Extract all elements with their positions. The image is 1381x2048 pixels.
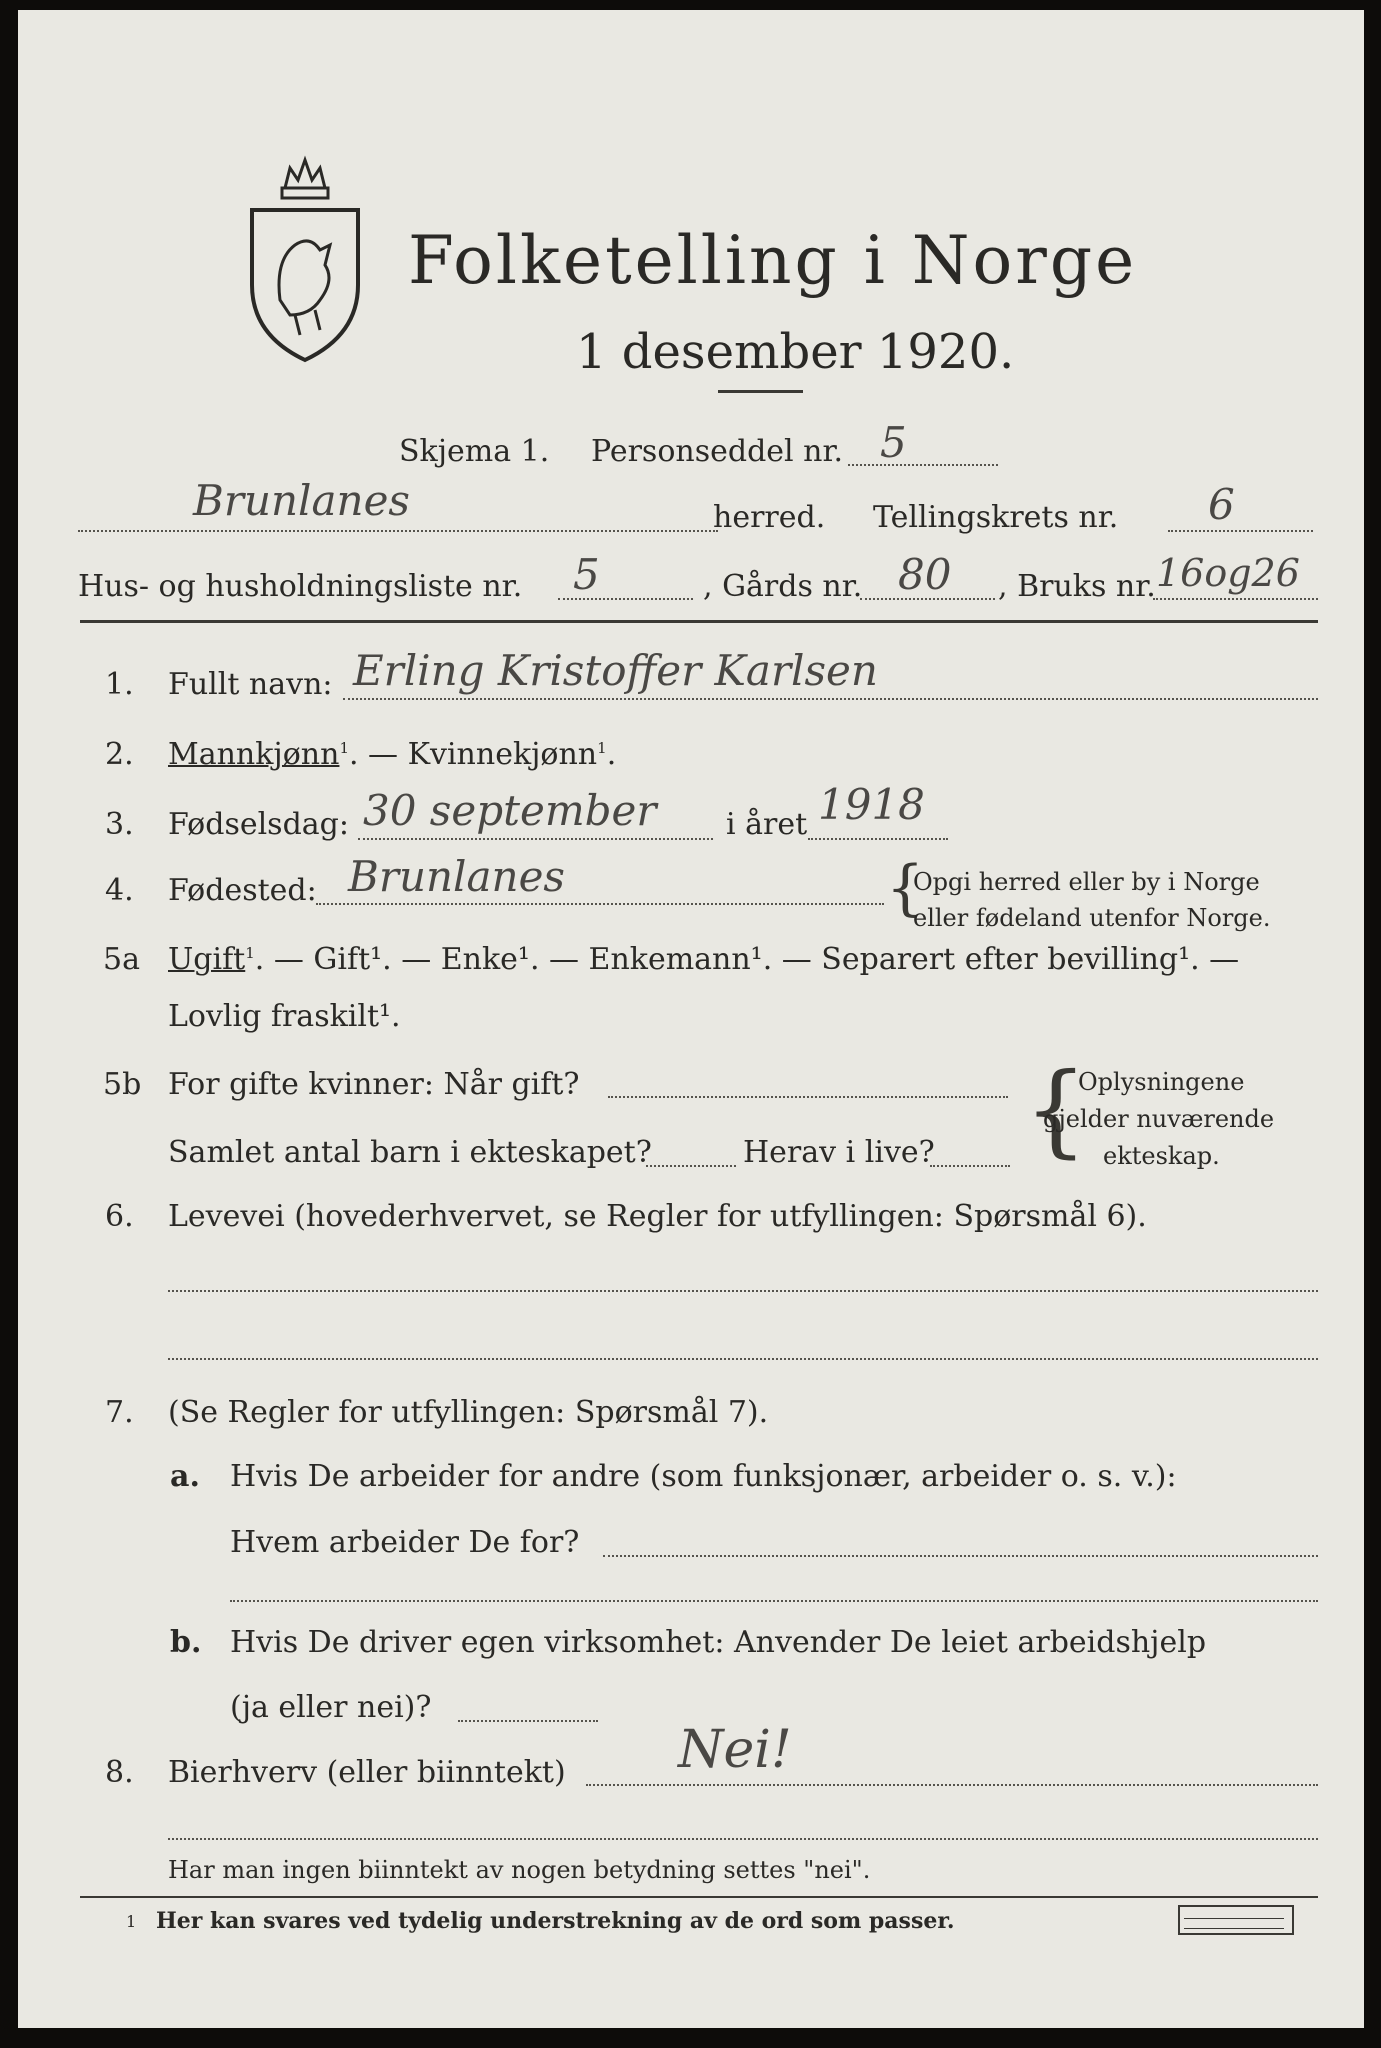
q2-separator: . — — [348, 737, 408, 772]
herred-value: Brunlanes — [193, 476, 410, 525]
q5b-note-line1: Oplysningene — [1078, 1068, 1245, 1096]
footnote-text: Her kan svares ved tydelig understrekning av de ord som passer. — [156, 1908, 955, 1934]
husholdningsliste-value: 5 — [573, 550, 600, 599]
footnote-number: 1 — [126, 1912, 137, 1931]
q5b-brace: { — [1024, 1051, 1088, 1168]
q4-value: Brunlanes — [348, 852, 565, 901]
q8-number: 8. — [105, 1755, 134, 1790]
footnote-rule — [80, 1896, 1318, 1898]
norway-coat-of-arms-icon — [240, 150, 370, 365]
husholdningsliste-label: Hus- og husholdningsliste nr. — [78, 569, 523, 604]
q3-year-label: i året — [726, 807, 808, 842]
q7a-line2 — [230, 1600, 1318, 1602]
bruks-line — [1153, 598, 1318, 600]
q5b-children-label: Samlet antal barn i ekteskapet? — [168, 1135, 652, 1170]
q5b-note-line2: gjelder nuværende — [1043, 1105, 1275, 1133]
q5b-alive-label: Herav i live? — [743, 1135, 935, 1170]
q5a-number: 5a — [103, 942, 140, 977]
q5b-married-label: For gifte kvinner: Når gift? — [168, 1067, 580, 1102]
tellingskrets-label: Tellingskrets nr. — [873, 500, 1119, 535]
q1-line — [343, 698, 1318, 700]
q6-line1 — [168, 1290, 1318, 1292]
title-divider — [718, 390, 803, 393]
bruks-value: 16og26 — [1156, 551, 1300, 595]
form-title: Folketelling i Norge — [408, 222, 1138, 299]
q7a-letter: a. — [170, 1459, 200, 1494]
tellingskrets-line — [1168, 530, 1313, 532]
q2-female-option: Kvinnekjønn — [407, 737, 598, 772]
q4-label: Fødested: — [168, 873, 317, 908]
q2-male-option: Mannkjønn — [168, 737, 340, 772]
q8-value: Nei! — [678, 1720, 792, 1780]
q4-note-line2: eller fødeland utenfor Norge. — [913, 904, 1271, 932]
q7b-text: Hvis De driver egen virksomhet: Anvender De leiet arbeidshjelp — [230, 1625, 1207, 1660]
bruks-label: , Bruks nr. — [998, 569, 1156, 604]
q5b-children-line — [646, 1165, 736, 1167]
q5b-number: 5b — [103, 1067, 142, 1102]
q5a-options: Ugift$^1$. — Gift¹. — Enke¹. — Enkemann¹. — Separert efter bevilling¹. — — [168, 942, 1240, 977]
personseddel-line — [848, 464, 998, 466]
q2-number: 2. — [105, 737, 134, 772]
q7b-line — [458, 1720, 598, 1722]
q1-number: 1. — [105, 667, 134, 702]
q4-brace: { — [886, 853, 925, 923]
q8-line2 — [168, 1838, 1318, 1840]
nei-note: Har man ingen biinntekt av nogen betydning settes "nei". — [168, 1856, 871, 1884]
census-date: 1 desember 1920. — [576, 324, 1015, 380]
census-form — [18, 10, 1364, 2028]
herred-line — [78, 530, 718, 532]
q7b-letter: b. — [170, 1625, 202, 1660]
q7b-question: (ja eller nei)? — [230, 1690, 432, 1725]
q3-year-value: 1918 — [818, 780, 925, 829]
q5b-note-line3: ekteskap. — [1103, 1142, 1220, 1170]
q8-line1 — [586, 1784, 1318, 1786]
q6-label: Levevei (hovederhvervet, se Regler for utfyllingen: Spørsmål 6). — [168, 1199, 1147, 1234]
q4-number: 4. — [105, 873, 134, 908]
q7a-question: Hvem arbeider De for? — [230, 1525, 580, 1560]
q8-label: Bierhverv (eller biinntekt) — [168, 1755, 566, 1790]
header-rule — [80, 620, 1318, 623]
gards-value: 80 — [898, 550, 952, 599]
q3-year-line — [808, 838, 948, 840]
q7-label: (Se Regler for utfyllingen: Spørsmål 7). — [168, 1395, 769, 1430]
personseddel-label: Personseddel nr. — [591, 434, 844, 469]
q5a-other-options: . — Gift¹. — Enke¹. — Enkemann¹. — Separert efter bevilling¹. — — [254, 942, 1240, 977]
q5a-ugift-option: Ugift — [168, 942, 246, 977]
q4-note-line1: Opgi herred eller by i Norge — [913, 868, 1260, 896]
q5b-married-line — [608, 1096, 1008, 1098]
q1-value: Erling Kristoffer Karlsen — [353, 646, 878, 695]
gards-label: , Gårds nr. — [703, 569, 863, 604]
q7a-text: Hvis De arbeider for andre (som funksjonær, arbeider o. s. v.): — [230, 1459, 1177, 1494]
herred-label: herred. — [713, 500, 826, 535]
q5b-alive-line — [930, 1165, 1010, 1167]
skjema-label: Skjema 1. — [399, 434, 550, 469]
q2-options: Mannkjønn$^1$. — Kvinnekjønn$^1$. — [168, 737, 617, 772]
q7-number: 7. — [105, 1395, 134, 1430]
q3-label: Fødselsdag: — [168, 807, 349, 842]
q3-line — [358, 838, 713, 840]
printer-stamp — [1178, 1905, 1294, 1935]
q4-line — [316, 903, 884, 905]
q6-line2 — [168, 1358, 1318, 1360]
tellingskrets-value: 6 — [1208, 480, 1235, 529]
q3-value: 30 september — [363, 786, 657, 835]
q5a-line2: Lovlig fraskilt¹. — [168, 999, 401, 1034]
q3-number: 3. — [105, 807, 134, 842]
q7a-line1 — [603, 1555, 1318, 1557]
personseddel-value: 5 — [880, 418, 907, 467]
q6-number: 6. — [105, 1199, 134, 1234]
q1-label: Fullt navn: — [168, 667, 333, 702]
